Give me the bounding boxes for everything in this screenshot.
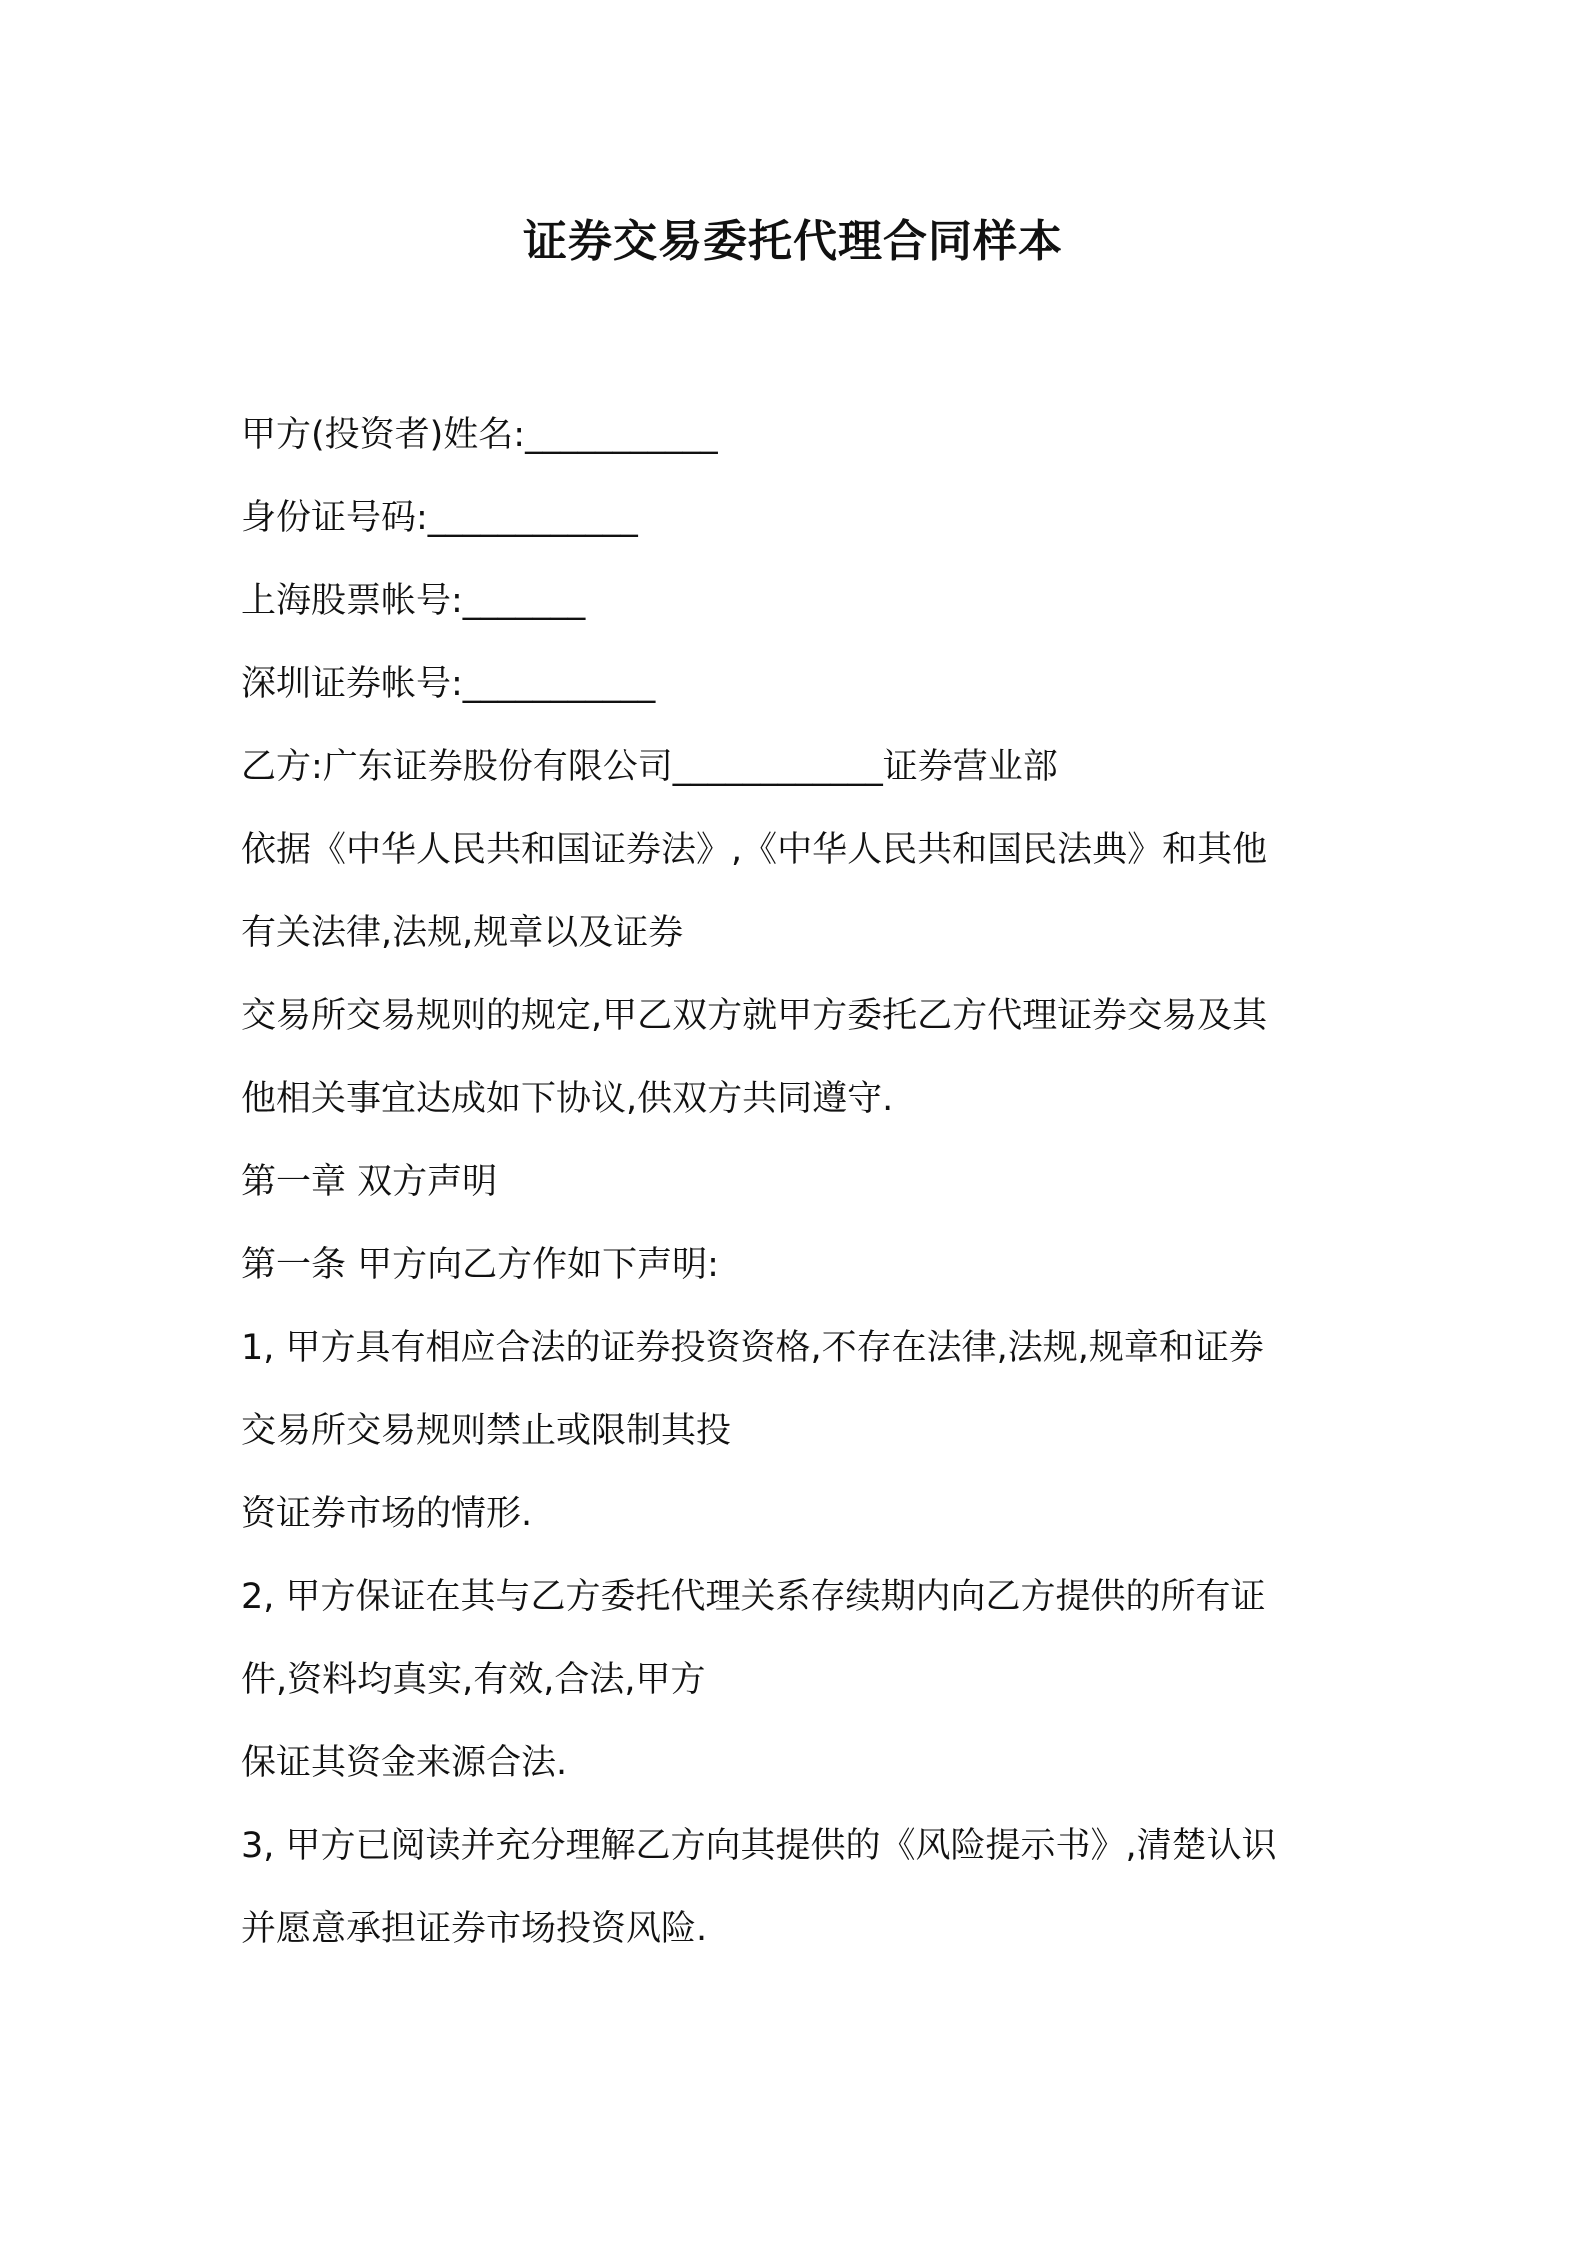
field-party-a-name: 甲方(投资者)姓名:___________ [241,415,718,455]
preamble-line: 他相关事宜达成如下协议,供双方共同遵守. [241,1079,894,1119]
article-heading: 第一条 甲方向乙方作如下声明: [241,1245,719,1285]
preamble-line: 依据《中华人民共和国证券法》,《中华人民共和国民法典》和其他 [241,830,1268,870]
field-shenzhen-account: 深圳证券帐号:___________ [241,664,656,704]
field-id-number: 身份证号码:____________ [241,498,638,538]
clause-line: 2, 甲方保证在其与乙方委托代理关系存续期内向乙方提供的所有证 [241,1577,1266,1617]
preamble-line: 有关法律,法规,规章以及证券 [241,913,684,953]
field-shanghai-account: 上海股票帐号:_______ [241,581,586,621]
clause-line: 保证其资金来源合法. [241,1743,568,1783]
clause-line: 资证券市场的情形. [241,1494,533,1534]
document-title: 证券交易委托代理合同样本 [523,216,1063,267]
clause-line: 件,资料均真实,有效,合法,甲方 [241,1660,706,1700]
clause-line: 3, 甲方已阅读并充分理解乙方向其提供的《风险提示书》,清楚认识 [241,1826,1277,1866]
clause-line: 并愿意承担证券市场投资风险. [241,1909,708,1949]
clause-line: 交易所交易规则禁止或限制其投 [241,1411,732,1451]
clause-line: 1, 甲方具有相应合法的证券投资资格,不存在法律,法规,规章和证券 [241,1328,1264,1368]
preamble-line: 交易所交易规则的规定,甲乙双方就甲方委托乙方代理证券交易及其 [241,996,1268,1036]
chapter-heading: 第一章 双方声明 [241,1162,498,1202]
field-party-b: 乙方:广东证券股份有限公司____________证券营业部 [241,747,1058,787]
